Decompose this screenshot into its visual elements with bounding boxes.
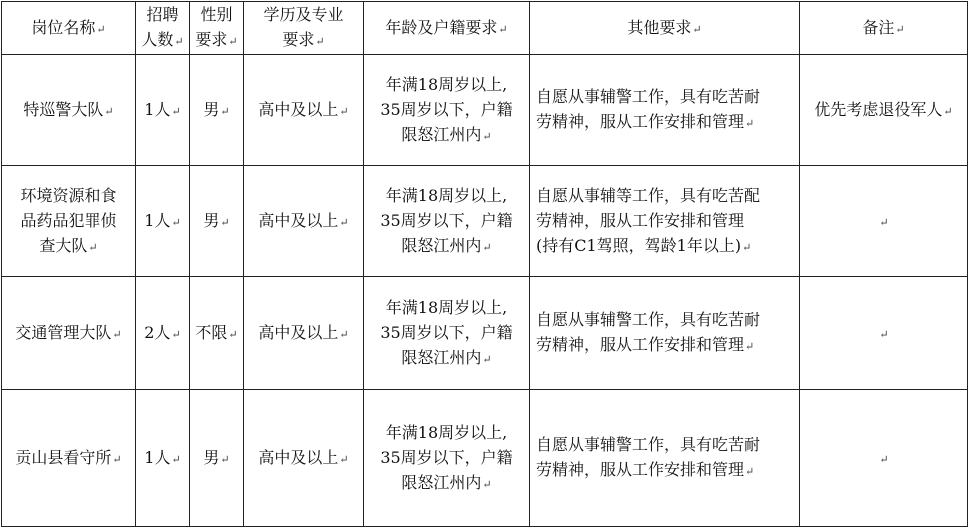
cell-note bbox=[800, 390, 968, 527]
paragraph-mark-icon: ↵ bbox=[482, 477, 492, 491]
header-count bbox=[136, 2, 190, 55]
header-education bbox=[244, 2, 364, 55]
cell-text: 1人 bbox=[144, 210, 171, 230]
cell-other bbox=[530, 277, 800, 390]
cell-text: 备注 bbox=[862, 17, 895, 37]
cell-text: 高中及以上 bbox=[258, 447, 339, 467]
paragraph-mark-icon: ↵ bbox=[171, 327, 181, 341]
cell-text: 35周岁以下，户籍 bbox=[380, 322, 513, 342]
cell-other bbox=[530, 166, 800, 277]
paragraph-mark-icon: ↵ bbox=[171, 452, 181, 466]
paragraph-mark-icon: ↵ bbox=[879, 452, 889, 466]
paragraph-mark-icon: ↵ bbox=[174, 35, 184, 48]
cell-text: 限怒江州内↵ bbox=[401, 472, 492, 492]
cell-text: 学历及专业 bbox=[263, 5, 344, 24]
cell-gender bbox=[190, 166, 244, 277]
cell-text: 性别 bbox=[200, 5, 233, 24]
table-row bbox=[2, 277, 968, 390]
cell-text: 1人 bbox=[144, 99, 171, 119]
cell-text: 岗位名称 bbox=[31, 17, 96, 37]
cell-text: (持有C1驾照，驾龄1年以上)↵ bbox=[536, 235, 752, 255]
cell-education bbox=[244, 166, 364, 277]
table-row bbox=[2, 390, 968, 527]
paragraph-mark-icon: ↵ bbox=[104, 104, 114, 118]
paragraph-mark-icon: ↵ bbox=[220, 215, 230, 229]
paragraph-mark-icon: ↵ bbox=[315, 35, 325, 48]
paragraph-mark-icon: ↵ bbox=[745, 465, 755, 478]
paragraph-mark-icon: ↵ bbox=[339, 452, 349, 466]
cell-text: 劳精神，服从工作安排和管理↵ bbox=[536, 112, 755, 131]
paragraph-mark-icon: ↵ bbox=[745, 117, 755, 130]
paragraph-mark-icon: ↵ bbox=[339, 215, 349, 229]
cell-other bbox=[530, 390, 800, 527]
paragraph-mark-icon: ↵ bbox=[482, 129, 492, 143]
paragraph-mark-icon: ↵ bbox=[943, 104, 953, 118]
cell-text: 2人 bbox=[144, 322, 171, 342]
cell-text: 男 bbox=[203, 99, 220, 119]
paragraph-mark-icon: ↵ bbox=[112, 452, 122, 466]
cell-text: 年满18周岁以上, bbox=[385, 74, 508, 94]
cell-text: 查大队↵ bbox=[39, 235, 98, 255]
cell-text: 人数↵ bbox=[141, 30, 184, 49]
paragraph-mark-icon: ↵ bbox=[482, 352, 492, 366]
cell-text: 优先考虑退役军人 bbox=[814, 99, 943, 119]
paragraph-mark-icon: ↵ bbox=[745, 340, 755, 353]
recruitment-table bbox=[1, 1, 968, 527]
cell-text: 贡山县看守所 bbox=[15, 447, 112, 467]
cell-text: 年龄及户籍要求 bbox=[385, 17, 498, 37]
cell-education bbox=[244, 55, 364, 166]
cell-text: 高中及以上 bbox=[258, 322, 339, 342]
paragraph-mark-icon: ↵ bbox=[220, 452, 230, 466]
paragraph-mark-icon: ↵ bbox=[112, 327, 122, 341]
paragraph-mark-icon: ↵ bbox=[482, 240, 492, 254]
cell-count bbox=[136, 166, 190, 277]
cell-text: 35周岁以下，户籍 bbox=[380, 447, 513, 467]
cell-text: 男 bbox=[203, 210, 220, 230]
cell-text: 高中及以上 bbox=[258, 210, 339, 230]
table-row bbox=[2, 166, 968, 277]
header-position bbox=[2, 2, 136, 55]
header-age bbox=[364, 2, 530, 55]
paragraph-mark-icon: ↵ bbox=[879, 215, 889, 229]
cell-count bbox=[136, 390, 190, 527]
cell-education bbox=[244, 277, 364, 390]
cell-text: 交通管理大队 bbox=[15, 322, 112, 342]
cell-text: 高中及以上 bbox=[258, 99, 339, 119]
cell-education bbox=[244, 390, 364, 527]
paragraph-mark-icon: ↵ bbox=[895, 22, 905, 36]
cell-text: 35周岁以下，户籍 bbox=[380, 99, 513, 119]
paragraph-mark-icon: ↵ bbox=[879, 327, 889, 341]
cell-text: 35周岁以下，户籍 bbox=[380, 210, 513, 230]
paragraph-mark-icon: ↵ bbox=[220, 104, 230, 118]
cell-gender bbox=[190, 55, 244, 166]
cell-age bbox=[364, 277, 530, 390]
cell-text: 1人 bbox=[144, 447, 171, 467]
table-row bbox=[2, 55, 968, 166]
paragraph-mark-icon: ↵ bbox=[339, 104, 349, 118]
cell-text: 限怒江州内↵ bbox=[401, 347, 492, 367]
paragraph-mark-icon: ↵ bbox=[742, 240, 752, 254]
cell-text: 其他要求 bbox=[627, 17, 692, 37]
paragraph-mark-icon: ↵ bbox=[339, 327, 349, 341]
cell-age bbox=[364, 390, 530, 527]
cell-text: 环境资源和食 bbox=[20, 185, 117, 205]
cell-text: 年满18周岁以上, bbox=[385, 297, 508, 317]
cell-text: 招聘 bbox=[146, 5, 179, 24]
header-other bbox=[530, 2, 800, 55]
cell-other bbox=[530, 55, 800, 166]
cell-text: 男 bbox=[203, 447, 220, 467]
cell-text: 特巡警大队 bbox=[23, 99, 104, 119]
cell-text: 劳精神，服从工作安排和管理↵ bbox=[536, 460, 755, 479]
cell-note bbox=[800, 55, 968, 166]
paragraph-mark-icon: ↵ bbox=[88, 240, 98, 254]
cell-text: 要求↵ bbox=[195, 30, 238, 49]
cell-age bbox=[364, 55, 530, 166]
cell-count bbox=[136, 277, 190, 390]
cell-position bbox=[2, 166, 136, 277]
paragraph-mark-icon: ↵ bbox=[498, 22, 508, 36]
cell-text: 不限 bbox=[195, 322, 228, 342]
cell-age bbox=[364, 166, 530, 277]
cell-text: 年满18周岁以上, bbox=[385, 185, 508, 205]
cell-text: 自愿从事辅警工作，具有吃苦耐 bbox=[536, 435, 761, 454]
cell-text: 限怒江州内↵ bbox=[401, 235, 492, 255]
paragraph-mark-icon: ↵ bbox=[228, 327, 238, 341]
cell-text: 年满18周岁以上, bbox=[385, 422, 508, 442]
cell-count bbox=[136, 55, 190, 166]
paragraph-mark-icon: ↵ bbox=[692, 22, 702, 36]
header-note bbox=[800, 2, 968, 55]
header-row bbox=[2, 2, 968, 55]
cell-text: 自愿从事辅等工作，具有吃苦配 bbox=[536, 185, 761, 205]
cell-text: 劳精神，服从工作安排和管理 bbox=[536, 210, 745, 230]
cell-gender bbox=[190, 390, 244, 527]
cell-position bbox=[2, 390, 136, 527]
paragraph-mark-icon: ↵ bbox=[171, 104, 181, 118]
paragraph-mark-icon: ↵ bbox=[171, 215, 181, 229]
cell-text: 自愿从事辅警工作，具有吃苦耐 bbox=[536, 87, 761, 106]
cell-text: 自愿从事辅警工作，具有吃苦耐 bbox=[536, 310, 761, 329]
paragraph-mark-icon: ↵ bbox=[228, 35, 238, 48]
cell-text: 品药品犯罪侦 bbox=[20, 210, 117, 230]
cell-position bbox=[2, 55, 136, 166]
header-gender bbox=[190, 2, 244, 55]
cell-text: 劳精神，服从工作安排和管理↵ bbox=[536, 335, 755, 354]
paragraph-mark-icon: ↵ bbox=[96, 22, 106, 36]
cell-position bbox=[2, 277, 136, 390]
cell-note bbox=[800, 277, 968, 390]
cell-text: 限怒江州内↵ bbox=[401, 124, 492, 144]
cell-text: 要求↵ bbox=[282, 30, 325, 49]
cell-gender bbox=[190, 277, 244, 390]
cell-note bbox=[800, 166, 968, 277]
